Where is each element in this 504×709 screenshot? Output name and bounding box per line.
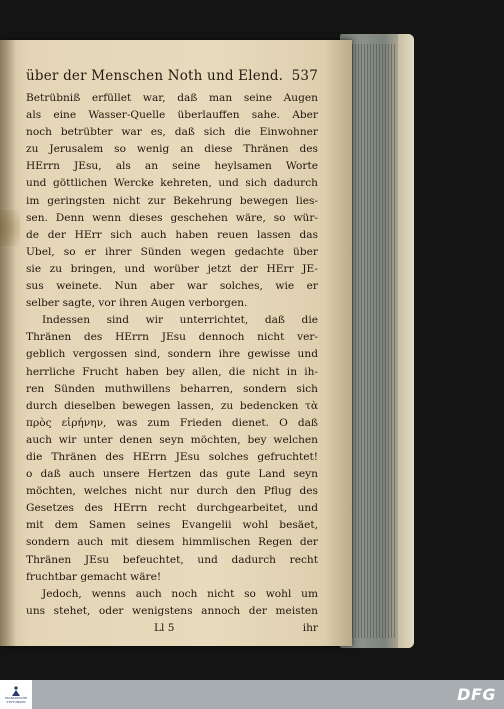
page-binding-shadow	[0, 40, 16, 646]
text-line: Jedoch, wenns auch noch nicht so wohl um	[42, 587, 318, 600]
text-line: sie zu bringen, und worüber jetzt der HErr JE-	[26, 262, 318, 275]
text-line: Ubel, so er ihrer Sünden wegen gedachte über	[26, 245, 318, 258]
text-line: mit dem Samen seines Evangelii wohl besäet,	[26, 519, 318, 532]
text-line: durch dieselben bewegen lassen, zu bedencken τὰ	[26, 399, 318, 412]
text-line: uns stehet, oder wenigstens annoch der meisten	[26, 604, 318, 617]
page-number: 537	[291, 68, 318, 84]
text-line: sen. Denn wenn dieses geschehen wäre, so wür-	[26, 211, 318, 224]
running-header	[26, 66, 318, 88]
text-line: und göttlichen Wercke kehreten, und sich dadurch	[26, 177, 318, 190]
text-line: Indessen sind wir unterrichtet, daß die	[42, 314, 318, 327]
text-line: Gesetzes des HErrn recht durchgearbeitet, und	[26, 502, 318, 515]
text-line: Thränen JEsu befeuchtet, und dadurch recht	[26, 553, 318, 566]
text-line: πρὸς εἰρήνην, was zum Frieden dienet. O daß	[26, 416, 318, 429]
page-stain	[0, 210, 20, 246]
page-footer	[26, 622, 318, 640]
signature-mark: Ll 5	[154, 622, 175, 634]
text-line: herrliche Frucht haben bey allen, die nicht in ih-	[26, 365, 318, 378]
text-line: die Thränen des HErrn JEsu solches gefruchtet!	[26, 450, 318, 463]
viewer-footer-bar	[0, 680, 504, 709]
body-text	[26, 90, 318, 620]
text-line: HErrn JEsu, als an seine heylsamen Worte	[26, 160, 318, 173]
page-edge-lines	[346, 44, 396, 638]
running-title: über der Menschen Noth und Elend.	[26, 68, 284, 84]
text-line: geblich vergossen sind, sondern ihre gewisse und	[26, 348, 318, 361]
text-line: als eine Wasser-Quelle überlauffen sahe. Aber	[26, 109, 318, 122]
text-line: Thränen des HErrn JEsu dennoch nicht ver-	[26, 331, 318, 344]
text-line: sondern auch mit diesem himmlischen Regen der	[26, 536, 318, 549]
text-line: de der HErr sich auch haben reuen lassen das	[26, 228, 318, 241]
text-line: ren Sünden muthwillens beharren, sondern sich	[26, 382, 318, 395]
text-line: möchten, welches nicht nur durch den Pflug des	[26, 485, 318, 498]
text-line: Betrübniß erfüllet war, daß man seine Augen	[26, 92, 318, 104]
catchword: ihr	[302, 622, 318, 634]
text-line: o daß auch unsere Hertzen das gute Land seyn	[26, 468, 318, 481]
book-cover-edge	[398, 34, 414, 648]
foundation-logo-text: FRANCKESCHE STIFTUNGEN	[4, 696, 28, 704]
text-line: auch wir unter denen seyn möchten, bey welchen	[26, 433, 318, 446]
text-line: selber sagte, vor ihren Augen verborgen.	[26, 297, 248, 310]
text-line: sus weinete. Nun aber war solches, wie er	[26, 280, 318, 293]
text-line: zu Jerusalem so wenig an diese Thränen des	[26, 143, 318, 156]
text-line: im geringsten nicht zur Bekehrung bewegen lies-	[26, 194, 318, 207]
dfg-logo[interactable]: DFG	[457, 685, 496, 704]
text-line: noch betrübter war es, daß sich die Einwohner	[26, 126, 318, 139]
text-line: fruchtbar gemacht wäre!	[26, 570, 162, 583]
francke-foundation-logo[interactable]	[0, 680, 32, 709]
book-page	[0, 40, 352, 646]
